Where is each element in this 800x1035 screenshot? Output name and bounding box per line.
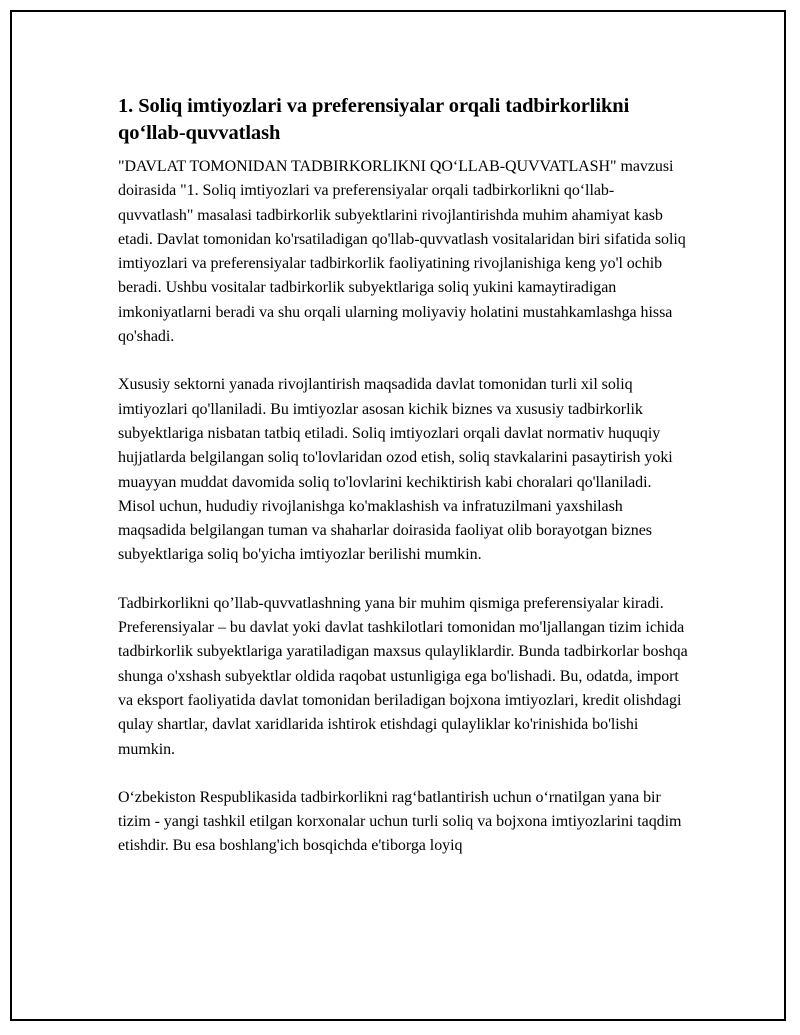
paragraph-2: Xususiy sektorni yanada rivojlantirish maqsadida davlat tomonidan turli xil soliq imtiyozlari qo'llaniladi. Bu imtiyozlar asosan kichik biznes va xususiy tadbirkorlik subyektlariga nisbatan tatbiq etiladi. Soliq imtiyozlari orqali davlat normativ huquqiy hujjatlarda belgilangan soliq to'lovlaridan ozod etish, soliq stavkalarini pasaytirish yoki muayyan muddat davomida soliq to'lovlarini kechiktirish kabi choralari qo'llaniladi. Misol uchun, hududiy rivojlanishga ko'maklashish va infratuzilmani yaxshilash maqsadida belgilangan tuman va shaharlar doirasida faoliyat olib borayotgan biznes subyektlariga soliq bo'yicha imtiyozlar berilishi mumkin. [118,376,673,564]
paragraph-4: O‘zbekiston Respublikasida tadbirkorlikni rag‘batlantirish uchun o‘rnatilgan yana bir tizim - yangi tashkil etilgan korxonalar uchun turli soliq va bojxona imtiyozlarini taqdim etishdir. Bu esa boshlang'ich bosqichda e'tiborga loyiq [118,788,682,855]
document-body [118,93,688,883]
paragraph-1: "DAVLAT TOMONIDAN TADBIRKORLIKNI QO‘LLAB-QUVVATLASH" mavzusi doirasida "1. Soliq imtiyozlari va preferensiyalar orqali tadbirkorlikni qo‘llab-quvvatlash" masalasi tadbirkorlik subyektlarini rivojlantirishda muhim ahamiyat kasb etadi. Davlat tomonidan ko'rsatiladigan qo'llab-quvvatlash vositalaridan biri sifatida soliq imtiyozlari va preferensiyalar tadbirkorlik faoliyatining rivojlanishiga keng yo'l ochib beradi. Ushbu vositalar tadbirkorlik subyektlariga soliq yukini kamaytiradigan imkoniyatlarni beradi va shu orqali ularning moliyaviy holatini mustahkamlashga hissa qo'shadi. [118,158,686,346]
paragraph-3: Tadbirkorlikni qo’llab-quvvatlashning yana bir muhim qismiga preferensiyalar kiradi. Preferensiyalar – bu davlat yoki davlat tashkilotlari tomonidan mo'ljallangan tizim ichida tadbirkorlik subyektlariga yaratiladigan maxsus qulayliklardir. Bunda tadbirkorlar boshqa shunga o'xshash subyektlar oldida raqobat ustunligiga ega bo'lishadi. Bu, odatda, import va eksport faoliyatida davlat tomonidan beriladigan bojxona imtiyozlari, kredit olishdagi qulay shartlar, davlat xaridlarida ishtirok etishdagi qulayliklar ko'rinishida bo'lishi mumkin. [118,594,688,758]
section-heading: 1. Soliq imtiyozlari va preferensiyalar orqali tadbirkorlikni qo‘llab-quvvatlash [118,95,630,144]
